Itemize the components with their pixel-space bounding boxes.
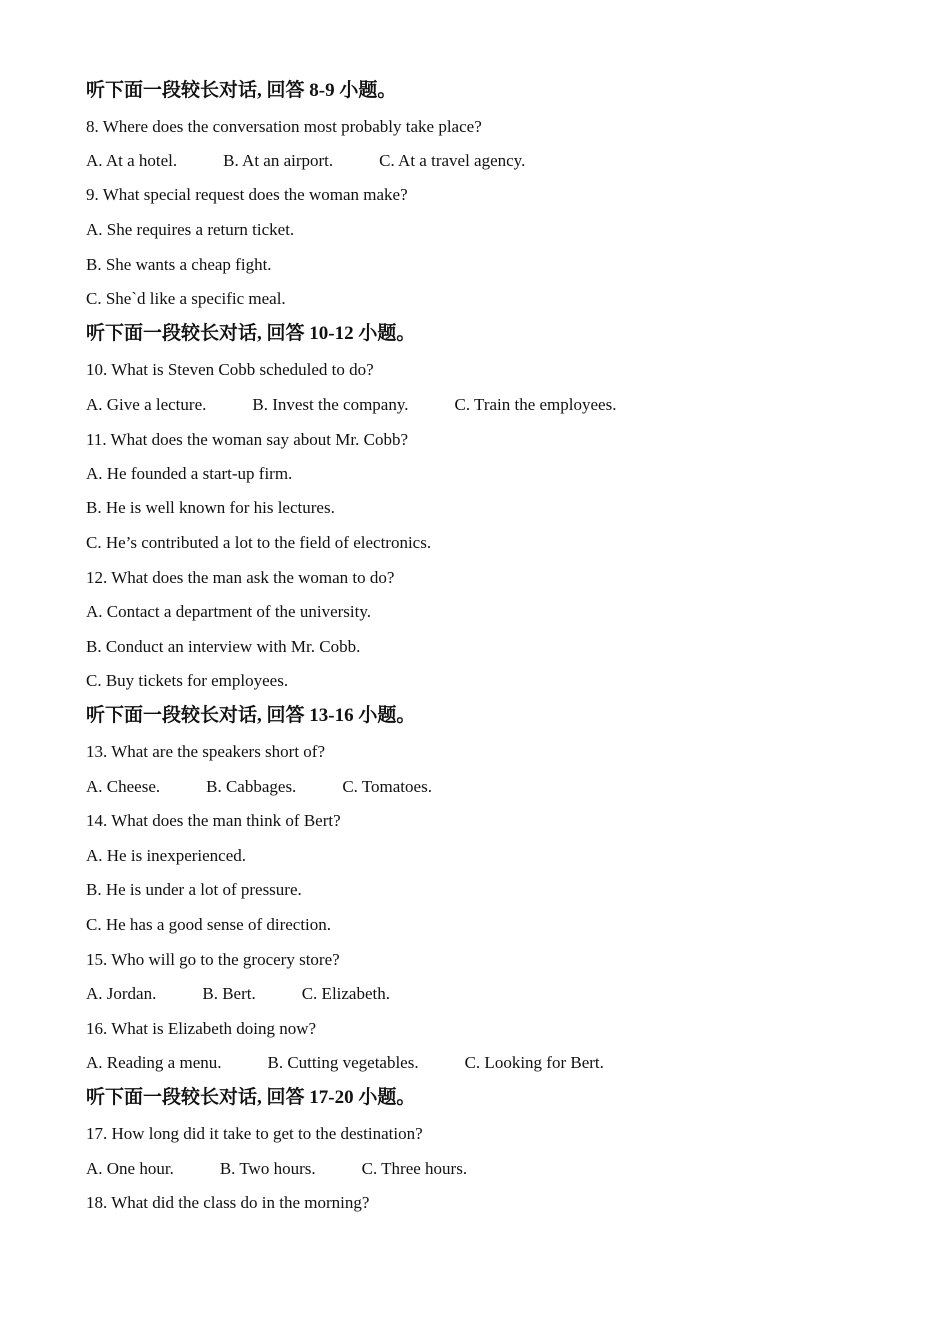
answer-option: A. Jordan. xyxy=(86,984,157,1003)
answer-option: B. At an airport. xyxy=(223,151,334,170)
answer-option: B. He is well known for his lectures. xyxy=(86,498,335,517)
answer-option: A. Cheese. xyxy=(86,777,161,796)
answer-options-row xyxy=(86,151,571,171)
answer-option: A. Contact a department of the university. xyxy=(86,602,371,621)
answer-option: A. He founded a start-up firm. xyxy=(86,464,293,483)
answer-option: A. Reading a menu. xyxy=(86,1053,222,1072)
answer-option: C. Elizabeth. xyxy=(301,984,390,1003)
answer-options-row xyxy=(86,395,662,415)
answer-option: C. Three hours. xyxy=(361,1159,468,1178)
answer-option: C. Tomatoes. xyxy=(342,777,432,796)
answer-option: A. One hour. xyxy=(86,1159,174,1178)
answer-options-row xyxy=(86,1159,513,1179)
question-text: 15. Who will go to the grocery store? xyxy=(86,950,340,969)
question-text: 17. How long did it take to get to the destination? xyxy=(86,1124,423,1143)
answer-options-row xyxy=(86,984,436,1004)
answer-option: B. Invest the company. xyxy=(252,395,409,414)
answer-option: B. Bert. xyxy=(202,984,256,1003)
answer-options-row xyxy=(86,777,478,797)
answer-options-row xyxy=(86,1053,650,1073)
question-text: 14. What does the man think of Bert? xyxy=(86,811,341,830)
question-text: 16. What is Elizabeth doing now? xyxy=(86,1019,317,1038)
answer-option: B. Cabbages. xyxy=(206,777,297,796)
answer-option: B. Two hours. xyxy=(219,1159,316,1178)
section-heading: 听下面一段较长对话, 回答 8-9 小题。 xyxy=(86,80,397,101)
question-text: 8. Where does the conversation most probably take place? xyxy=(86,117,482,136)
question-text: 12. What does the man ask the woman to do? xyxy=(86,568,395,587)
answer-option: A. Give a lecture. xyxy=(86,395,207,414)
answer-option: C. Buy tickets for employees. xyxy=(86,671,289,690)
question-text: 11. What does the woman say about Mr. Cobb? xyxy=(86,430,409,449)
answer-option: C. She`d like a specific meal. xyxy=(86,289,286,308)
answer-option: C. He has a good sense of direction. xyxy=(86,915,332,934)
answer-option: A. She requires a return ticket. xyxy=(86,220,295,239)
answer-option: C. Looking for Bert. xyxy=(464,1053,604,1072)
answer-option: C. At a travel agency. xyxy=(379,151,526,170)
answer-option: B. Conduct an interview with Mr. Cobb. xyxy=(86,637,361,656)
answer-option: C. He’s contributed a lot to the field of electronics. xyxy=(86,533,432,552)
answer-option: B. Cutting vegetables. xyxy=(267,1053,419,1072)
question-text: 18. What did the class do in the morning? xyxy=(86,1193,370,1212)
section-heading: 听下面一段较长对话, 回答 13-16 小题。 xyxy=(86,705,416,726)
answer-option: B. He is under a lot of pressure. xyxy=(86,880,302,899)
answer-option: A. He is inexperienced. xyxy=(86,846,247,865)
question-text: 10. What is Steven Cobb scheduled to do? xyxy=(86,360,374,379)
question-text: 13. What are the speakers short of? xyxy=(86,742,326,761)
question-text: 9. What special request does the woman make? xyxy=(86,185,408,204)
section-heading: 听下面一段较长对话, 回答 17-20 小题。 xyxy=(86,1087,416,1108)
section-heading: 听下面一段较长对话, 回答 10-12 小题。 xyxy=(86,323,416,344)
answer-option: C. Train the employees. xyxy=(454,395,617,414)
answer-option: B. She wants a cheap fight. xyxy=(86,255,272,274)
answer-option: A. At a hotel. xyxy=(86,151,178,170)
